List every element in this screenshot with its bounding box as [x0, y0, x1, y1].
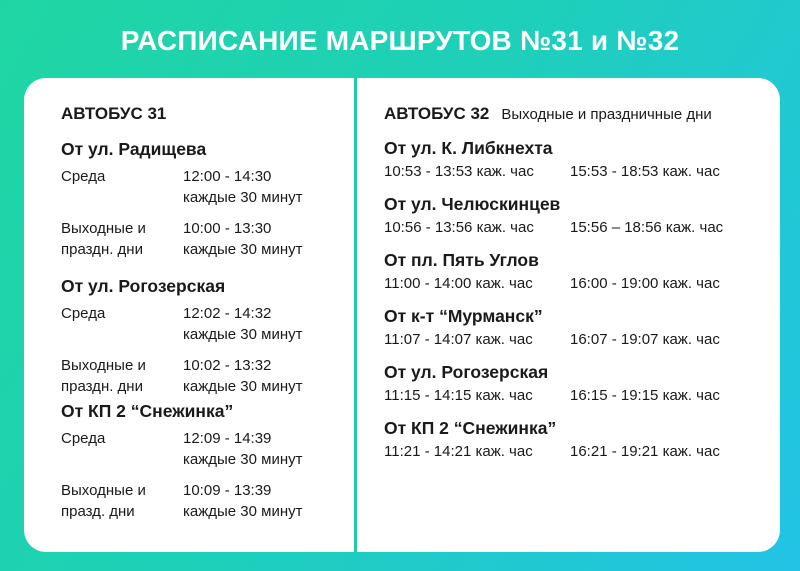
day-label: Среда: [61, 305, 106, 322]
time-range: 16:21 - 19:21 каж. час: [570, 443, 720, 460]
bus-32-column: [384, 104, 774, 460]
day-label: Выходные и праздн. дни: [61, 220, 146, 258]
schedule-row: [61, 166, 341, 208]
stop-name: От КП 2 “Снежинка”: [384, 418, 557, 438]
column-divider: [354, 78, 357, 552]
stop-name: От ул. К. Либкнехта: [384, 138, 553, 158]
schedule-row: [61, 355, 341, 397]
stop-name: От к-т “Мурманск”: [384, 306, 543, 326]
schedule-card: [24, 78, 780, 552]
stop-name: От ул. Рогозерская: [61, 276, 226, 296]
time-range: 16:07 - 19:07 каж. час: [570, 331, 720, 348]
schedule-row: [384, 387, 774, 404]
time-range: 16:00 - 19:00 каж. час: [570, 275, 720, 292]
schedule-row: [61, 480, 341, 522]
bus-32-heading: [384, 104, 774, 124]
schedule-row: [384, 331, 774, 348]
stop-name: От ул. Радищева: [61, 139, 207, 159]
time-range: 12:09 - 14:39 каждые 30 минут: [183, 430, 303, 468]
time-range: 11:00 - 14:00 каж. час: [384, 275, 533, 292]
day-label: Выходные и празд. дни: [61, 482, 146, 520]
time-range: 11:07 - 14:07 каж. час: [384, 331, 533, 348]
time-range: 10:09 - 13:39 каждые 30 минут: [183, 482, 303, 520]
schedule-row: [61, 218, 341, 260]
time-range: 16:15 - 19:15 каж. час: [570, 387, 720, 404]
bus-31-column: [61, 104, 341, 522]
time-range: 10:00 - 13:30 каждые 30 минут: [183, 220, 303, 258]
day-label: Выходные и праздн. дни: [61, 357, 146, 395]
schedule-row: [61, 428, 341, 470]
time-range: 10:56 - 13:56 каж. час: [384, 219, 534, 236]
bus-32-subtitle: Выходные и праздничные дни: [501, 106, 712, 123]
time-range: 12:00 - 14:30 каждые 30 минут: [183, 168, 303, 206]
time-range: 11:21 - 14:21 каж. час: [384, 443, 533, 460]
stop-name: От пл. Пять Углов: [384, 250, 539, 270]
schedule-row: [384, 163, 774, 180]
day-label: Среда: [61, 430, 106, 447]
stop-name: От ул. Рогозерская: [384, 362, 549, 382]
schedule-row: [384, 219, 774, 236]
schedule-row: [61, 303, 341, 345]
time-range: 15:56 – 18:56 каж. час: [570, 219, 724, 236]
page-title: РАСПИСАНИЕ МАРШРУТОВ №31 и №32: [120, 25, 680, 56]
time-range: 15:53 - 18:53 каж. час: [570, 163, 720, 180]
bus-31-header: АВТОБУС 31: [61, 104, 167, 123]
time-range: 11:15 - 14:15 каж. час: [384, 387, 533, 404]
day-label: Среда: [61, 168, 106, 185]
stop-name: От КП 2 “Снежинка”: [61, 401, 234, 421]
time-range: 10:02 - 13:32 каждые 30 минут: [183, 357, 303, 395]
stop-name: От ул. Челюскинцев: [384, 194, 561, 214]
bus-32-header: АВТОБУС 32: [384, 104, 490, 123]
schedule-row: [384, 443, 774, 460]
time-range: 10:53 - 13:53 каж. час: [384, 163, 534, 180]
schedule-row: [384, 275, 774, 292]
time-range: 12:02 - 14:32 каждые 30 минут: [183, 305, 303, 343]
